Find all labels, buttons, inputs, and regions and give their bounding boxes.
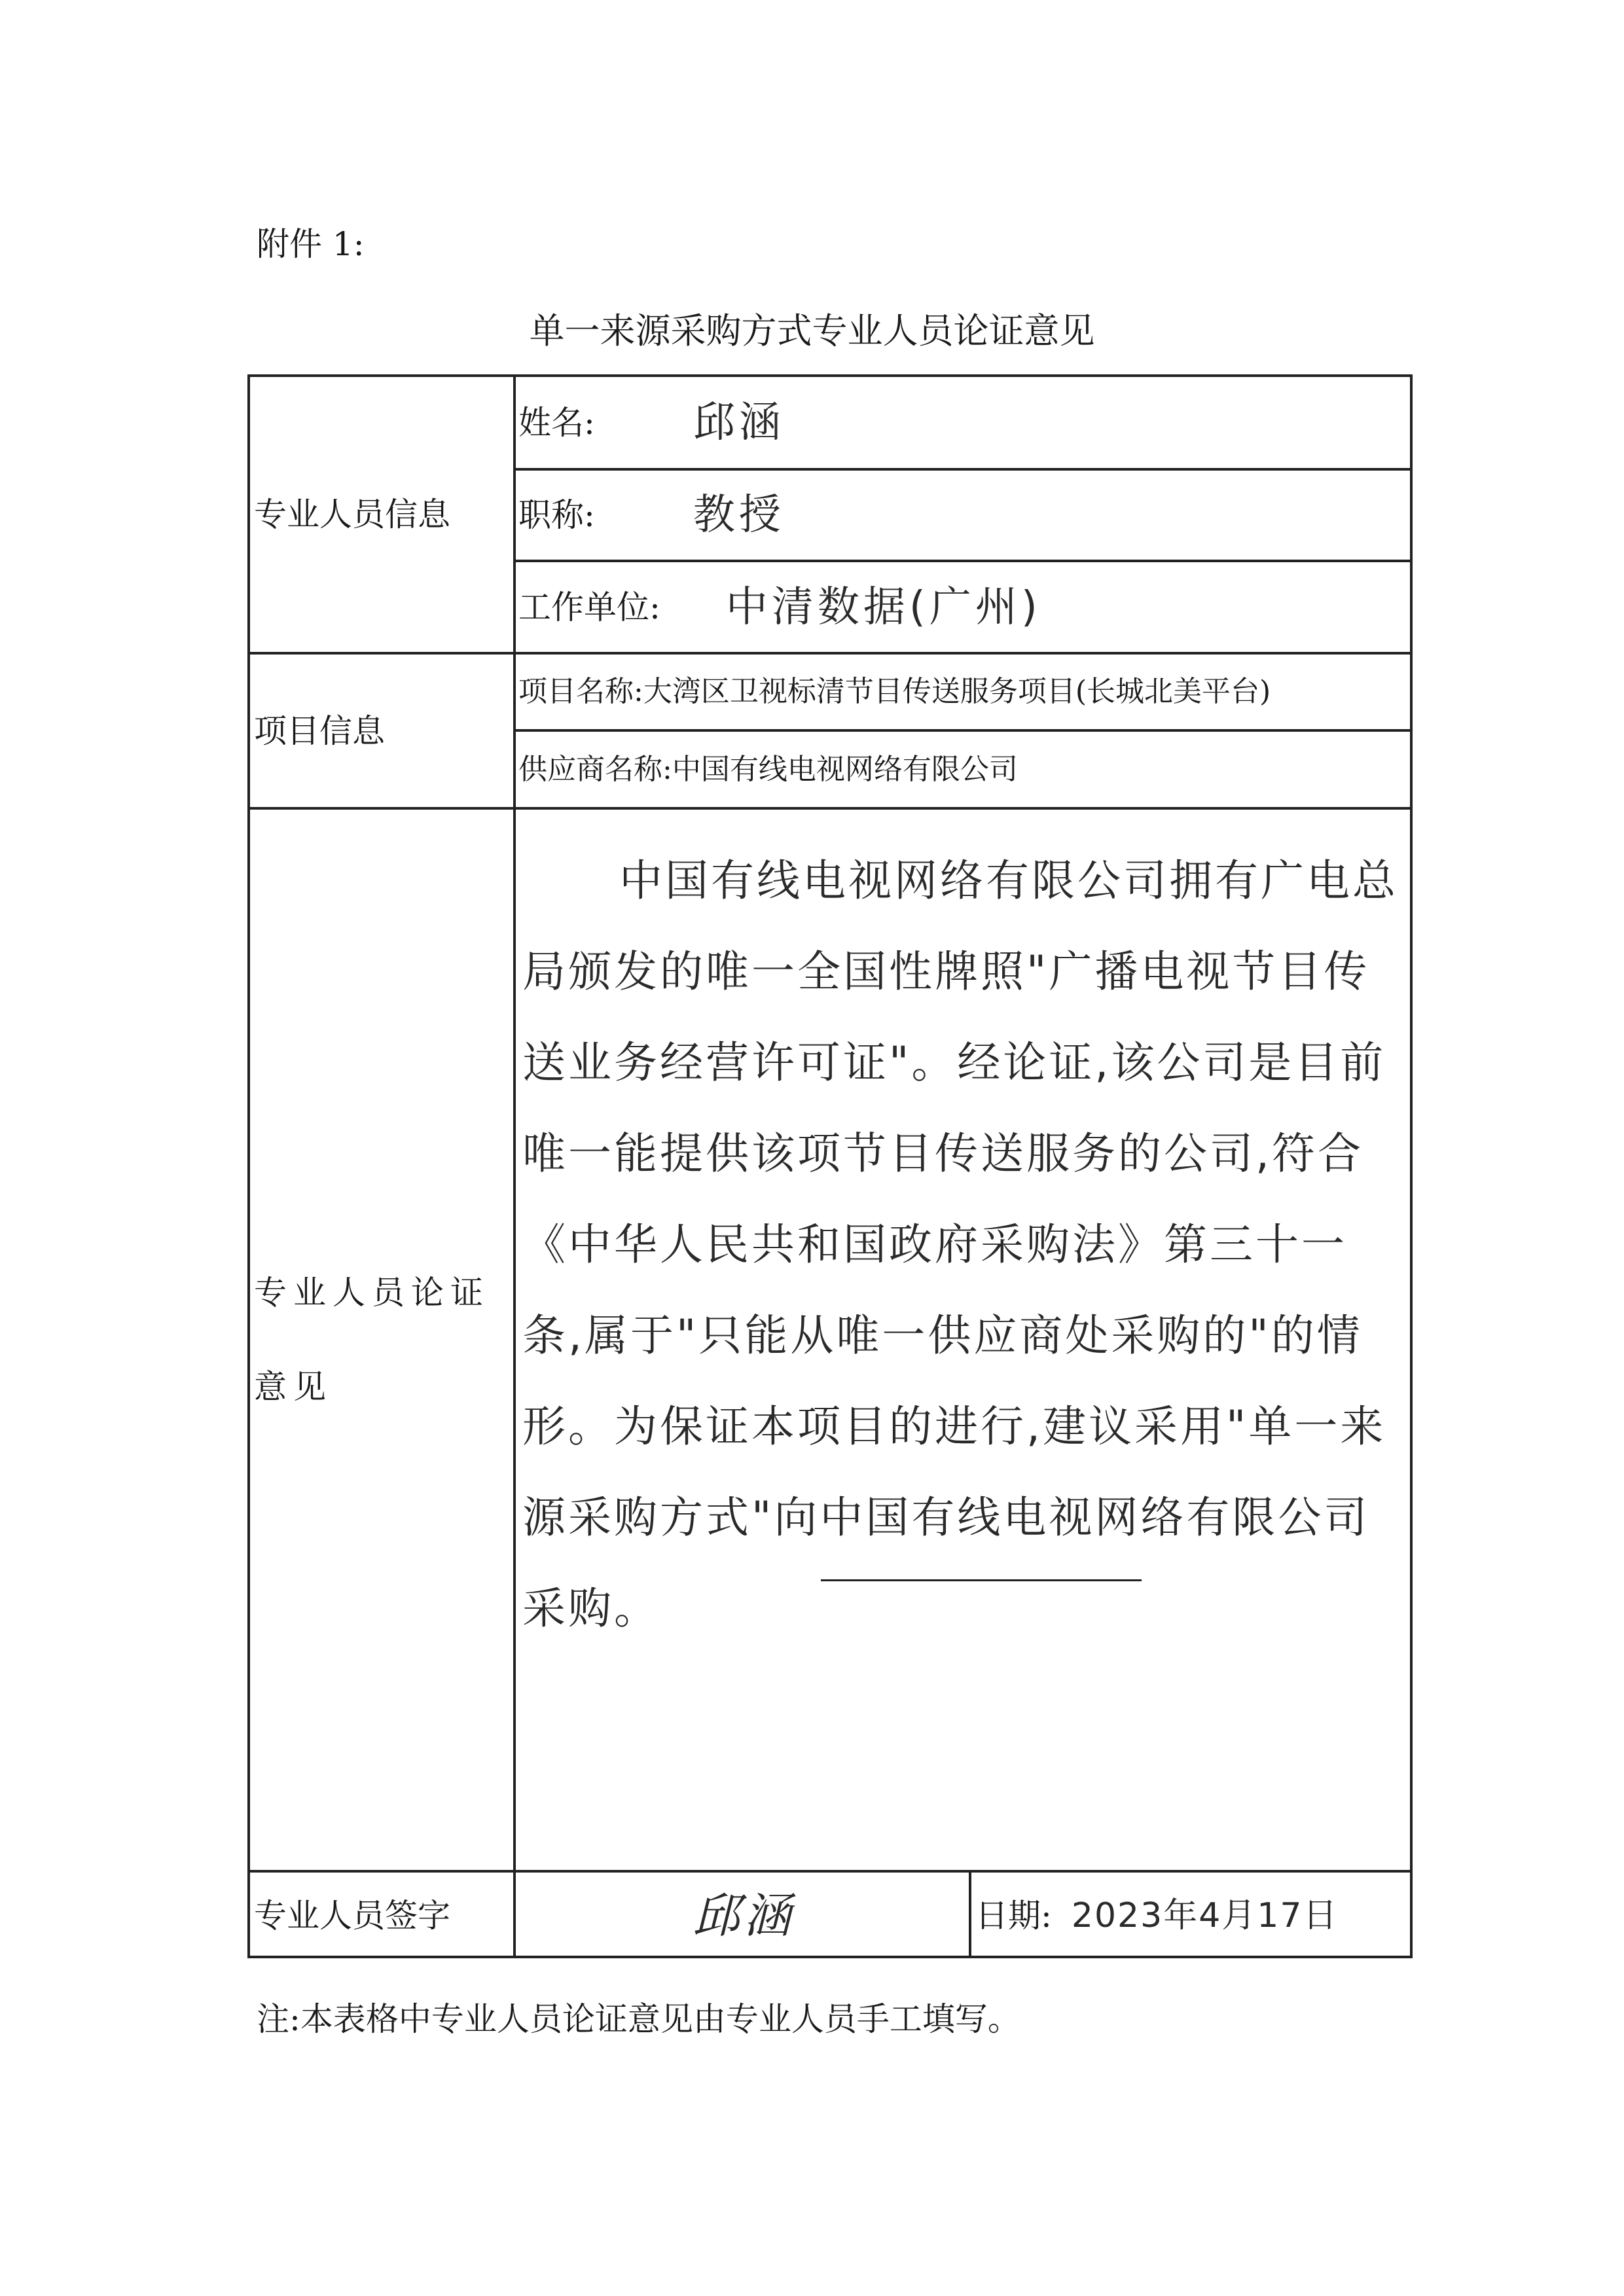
name-value: 邱涵 (693, 398, 785, 447)
handwritten-signature: 邱涵 (692, 1888, 795, 1943)
name-row (518, 377, 1409, 468)
title-row (518, 471, 1409, 560)
supplier-name: 供应商名称:中国有线电视网络有限公司 (518, 752, 1018, 786)
org-row (518, 562, 1409, 652)
footnote: 注:本表格中专业人员论证意见由专业人员手工填写。 (257, 2000, 1020, 2038)
column-divider (969, 1870, 971, 1958)
org-label: 工作单位: (518, 588, 660, 626)
column-divider (513, 377, 516, 1958)
opinion-text: 中国有线电视网络有限公司拥有广电总局颁发的唯一全国性牌照"广播电视节目传送业务经营许可证"。经论证,该公司是目前唯一能提供该项节目传送服务的公司,符合《中华人民共和国政府采购法》第三十一条,属于"只能从唯一供应商处采购的"的情形。为保证本项目的进行,建议采用"单一来源采购方式"向中国有线电视网络有限公司采购。 (522, 855, 1398, 1634)
org-value: 中清数据(广州) (725, 583, 1041, 632)
page-title: 单一来源采购方式专业人员论证意见 (529, 310, 1095, 351)
name-label: 姓名: (518, 403, 595, 442)
title-value: 教授 (693, 491, 785, 539)
project-info-label: 项目信息 (254, 711, 385, 750)
opinion-form-table (247, 374, 1413, 1958)
date-row (975, 1873, 1413, 1958)
date-underline (821, 1579, 1142, 1581)
date-label: 日期: (975, 1896, 1052, 1935)
date-value: 2023年4月17日 (1071, 1895, 1339, 1935)
title-label: 职称: (518, 496, 595, 534)
attachment-label: 附件 1: (257, 225, 365, 263)
expert-info-label: 专业人员信息 (254, 495, 450, 533)
opinion-label: 专业人员论证意见 (254, 1274, 490, 1406)
signature-label: 专业人员签字 (254, 1896, 450, 1935)
signature-value (518, 1873, 969, 1958)
project-name: 项目名称:大湾区卫视标清节目传送服务项目(长城北美平台) (518, 675, 1271, 708)
